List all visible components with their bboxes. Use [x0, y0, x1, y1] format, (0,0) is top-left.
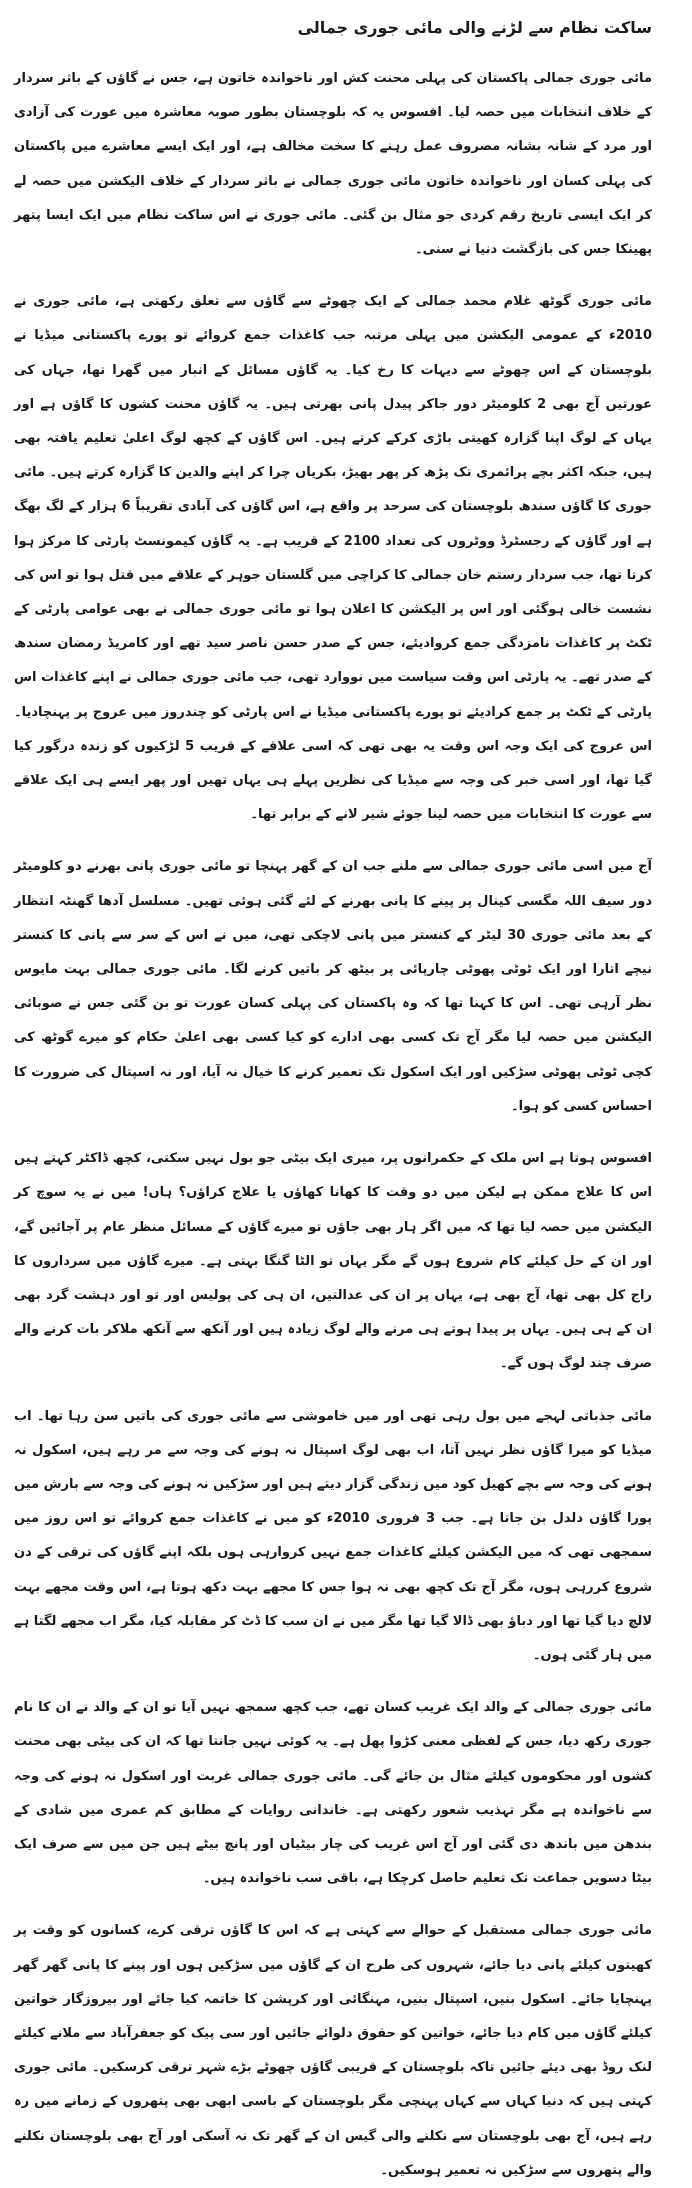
article-paragraph-4: افسوس ہوتا ہے اس ملک کے حکمرانوں پر، میری ایک بیٹی جو بول نہیں سکتی، کچھ ڈاکٹر کہتے ہیں اس کا علاج ممکن ہے لیکن میں دو وقت کا کھانا کھاؤں یا علاج کراؤں؟ ہاں! میں نے یہ سوچ کر الیکشن میں حصہ لیا تھا کہ میں اگر ہار بھی جاؤں تو میرے گاؤں کے مسائل منظر عام پر آجائیں گے، اور ان کے حل کیلئے کام شروع ہوں گے مگر یہاں تو الٹا گنگا بہتی ہے۔ میرے گاؤں میں سرداروں کا راج کل بھی تھا، آج بھی ہے، یہاں پر ان کی عدالتیں، ان ہی کی پولیس اور تو اور دہشت گرد بھی ان کے ہی ہیں۔ یہاں پر پیدا ہوتے ہی مرنے والے لوگ زیادہ ہیں اور آنکھ سے آنکھ ملاکر بات کرنے والے صرف چند لوگ ہوں گے۔: [14, 1151, 652, 1372]
article-paragraph-2: مائی جوری گوٹھ غلام محمد جمالی کے ایک چھوٹے سے گاؤں سے تعلق رکھتی ہے، مائی جوری نے 2010ء کے عمومی الیکشن میں پہلی مرتبہ جب کاغذات جمع کروائے تو پورے پاکستانی میڈیا نے بلوچستان کے اس چھوٹے سے دیہات کا رخ کیا۔ یہ گاؤں مسائل کے انبار میں گھرا تھا، جہاں کی عورتیں آج بھی 2 کلومیٹر دور جاکر پیدل پانی بھرتی ہیں۔ یہ گاؤں محنت کشوں کا گاؤں ہے اور یہاں کے لوگ اپنا گزارہ کھیتی باڑی کرکے کرتے ہیں۔ اس گاؤں کے کچھ لوگ اعلیٰ تعلیم یافتہ بھی ہیں، جبکہ اکثر بچے پرائمری تک پڑھ کر پھر بھیڑ، بکریاں چرا کر اپنے والدین کا گزارہ کرتے ہیں۔ مائی جوری کا گاؤں سندھ بلوچستان کی سرحد پر واقع ہے، اس گاؤں کی آبادی تقریباً 6 ہزار کے لگ بھگ ہے اور گاؤں کے رجسٹرڈ ووٹروں کی تعداد 2100 کے قریب ہے۔ یہ گاؤں کیمونسٹ پارٹی کا مرکز ہوا کرتا تھا، جب سردار رستم خان جمالی کا کراچی میں گلستان جوہر کے علاقے میں قتل ہوا تو اس کی نشست خالی ہوگئی اور اس پر الیکشن کا اعلان ہوا تو مائی جوری جمالی نے بھی عوامی پارٹی کے ٹکٹ پر کاغذات نامزدگی جمع کروادیئے، جس کے صدر حسن ناصر سید تھے اور کامریڈ رمضان سندھ کے صدر تھے۔ یہ پارٹی اس وقت سیاست میں نووارد تھی، جب مائی جوری جمالی نے اپنے کاغذات اس پارٹی کے ٹکٹ پر جمع کرادیئے تو پورے پاکستانی میڈیا نے اس پارٹی کو چندروز میں عروج پر پہنچادیا۔ اس عروج کی ایک وجہ اس وقت یہ بھی تھی کہ اسی علاقے کے قریب 5 لڑکیوں کو زندہ درگور کیا گیا تھا، اور اسی خبر کی وجہ سے میڈیا کی نظریں پہلے ہی یہاں تھیں اور پھر ایسے ہی ایک علاقے سے عورت کا انتخابات میں حصہ لینا جوئے شیر لانے کے برابر تھا۔: [14, 294, 653, 823]
article-title: ساکت نظام سے لڑنے والی مائی جوری جمالی: [297, 18, 652, 37]
article-paragraph-1: مائی جوری جمالی پاکستان کی پہلی محنت کش اور ناخواندہ خاتون ہے، جس نے گاؤں کے باثر سردار کے خلاف انتخابات میں حصہ لیا۔ افسوس یہ کہ بلوچستان بطور صوبہ معاشرہ میں عورت کی آزادی اور مرد کے شانہ بشانہ مصروف عمل رہنے کا سخت مخالف ہے، اور ایک ایسے معاشرے میں پاکستان کی پہلی کسان اور ناخواندہ خاتون مائی جوری جمالی نے باثر سردار کے خلاف الیکشن میں حصہ لے کر ایک ایسی تاریخ رقم کردی جو مثال بن گئی۔ مائی جوری نے اس ساکت نظام میں ایک ایسا پتھر پھینکا جس کی بازگشت دنیا نے سنی۔: [14, 71, 652, 258]
article-paragraph-5: مائی جذباتی لہجے میں بول رہی تھی اور میں خاموشی سے مائی جوری کی باتیں سن رہا تھا۔ اب میڈیا کو میرا گاؤں نظر نہیں آتا، اب بھی لوگ اسپتال نہ ہونے کی وجہ سے مر رہے ہیں، اسکول نہ ہونے کی وجہ سے بچے کھیل کود میں زندگی گزار دیتے ہیں اور سڑکیں نہ ہونے کی وجہ سے بارش میں پورا گاؤں دلدل بن جاتا ہے۔ جب 3 فروری 2010ء کو میں نے کاغذات جمع کروائے تو اس روز میں سمجھی تھی کہ میں الیکشن کیلئے کاغذات جمع نہیں کروارہی ہوں بلکہ اپنے گاؤں کی ترقی کے دن شروع کررہی ہوں، مگر آج تک کچھ بھی نہ ہوا جس کا مجھے بہت دکھ ہوتا ہے، اس وقت مجھے بہت لالچ دیا گیا تھا اور دباؤ بھی ڈالا گیا تھا مگر میں نے ان سب کا ڈٹ کر مقابلہ کیا، مگر اب مجھے لگتا ہے میں ہار گئی ہوں۔: [13, 1408, 652, 1663]
article-paragraph-6: مائی جوری جمالی کے والد ایک غریب کسان تھے، جب کچھ سمجھ نہیں آیا تو ان کے والد نے ان کا نام جوری رکھ دیا، جس کے لفظی معنی کڑوا پھل ہے۔ یہ کوئی نہیں جانتا تھا کہ ان کی بیٹی بھی محنت کشوں اور محکوموں کیلئے مثال بن جائے گی۔ مائی جوری جمالی غربت اور اسکول نہ ہونے کی وجہ سے ناخواندہ ہے مگر تہذیب شعور رکھتی ہے۔ خاندانی روایات کے مطابق کم عمری میں شادی کے بندھن میں باندھ دی گئی اور آج اس غریب کی چار بیٹیاں اور پانچ بیٹے ہیں جن میں سے صرف ایک بیٹا دسویں جماعت تک تعلیم حاصل کرچکا ہے، باقی سب ناخواندہ ہیں۔: [14, 1700, 652, 1887]
article-paragraph-7: مائی جوری جمالی مستقبل کے حوالے سے کہتی ہے کہ اس کا گاؤں ترقی کرے، کسانوں کو وقت پر کھیتوں کیلئے پانی دیا جائے، شہروں کی طرح ان کے گاؤں میں سڑکیں ہوں اور پینے کا پانی گھر گھر پہنچایا جائے۔ اسکول بنیں، اسپتال بنیں، مہنگائی اور کرپشن کا خاتمہ کیا جائے اور بیروزگار خواتین کیلئے گاؤں میں کام دیا جائے، خواتین کو حقوق دلوائے جائیں اور سی پیک کو جعفرآباد سے ملانے کیلئے لنک روڈ بھی دیئے جائیں تاکہ بلوچستان کے قریبی گاؤں چھوٹے بڑے شہر ترقی کرسکیں۔ مائی جوری کہتی ہیں کہ دنیا کہاں سے کہاں پہنچی مگر بلوچستان کے باسی ابھی بھی پتھروں کے زمانے میں رہ رہے ہیں، آج بھی بلوچستان سے نکلنے والی گیس ان کے گھر تک نہ آسکی اور آج بھی بلوچستان نکلنے والے پتھروں سے سڑکیں نہ تعمیر ہوسکیں۔: [14, 1923, 652, 2178]
article-paragraph-3: آج میں اسی مائی جوری جمالی سے ملنے جب ان کے گھر پہنچا تو مائی جوری پانی بھرنے دو کلومیٹر دور سیف اللہ مگسی کینال پر پینے کا پانی بھرنے کے لئے گئی ہوئی تھیں۔ مسلسل آدھا گھنٹہ انتظار کے بعد مائی جوری 30 لیٹر کے کنستر میں پانی لاچکی تھی، میں نے اس کے سر سے پانی کا کنستر نیچے اتارا اور ایک ٹوٹی پھوٹی چارپائی پر بیٹھ کر باتیں کرنے لگا۔ مائی جوری جمالی بہت مایوس نظر آرہی تھی۔ اس کا کہنا تھا کہ وہ پاکستان کی پہلی کسان عورت تو بن گئی جس نے صوبائی الیکشن میں حصہ لیا مگر آج تک کسی بھی ادارے کو کیا کسی بھی اعلیٰ حکام کو میرے گوٹھ کی کچی ٹوٹی پھوٹی سڑکیں اور ایک اسکول تک تعمیر کرنے کا خیال نہ آیا، اور نہ اسپتال کی ضرورت کا احساس کسی کو ہوا۔: [14, 859, 652, 1114]
